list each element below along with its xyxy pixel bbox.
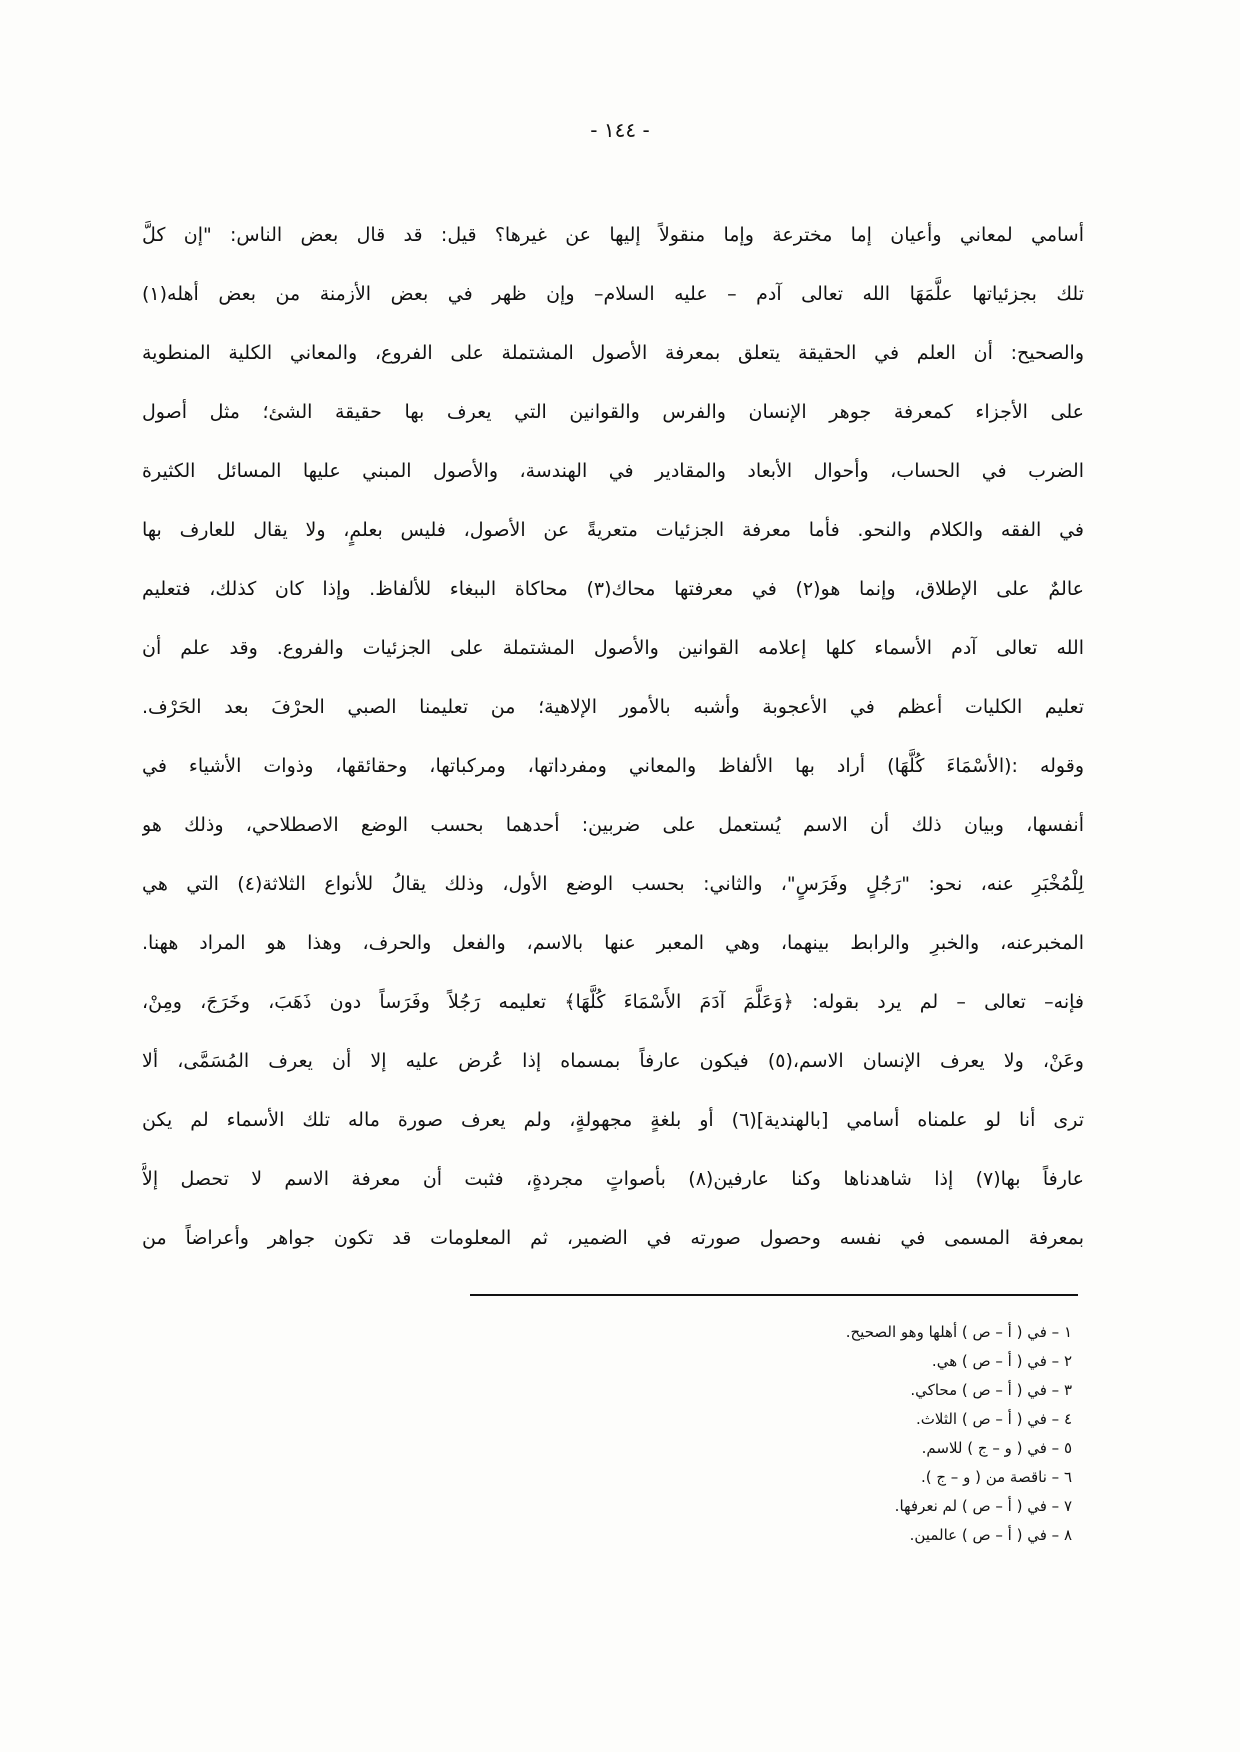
- body-line: لِلْمُخْبَرِ عنه، نحو: "رَجُلٍ وفَرَسٍ"، والثاني: بحسب الوضع الأول، وذلك يقالُ للأنواع الثلاثة(٤) التي هي: [142, 873, 1084, 895]
- footnotes: [472, 1318, 1072, 1550]
- body-line: أسامي لمعاني وأعيان إما مخترعة وإما منقولاً إليها عن غيرها؟ قيل: قد قال بعض الناس: "إن كلَّ: [142, 224, 1084, 246]
- body-line: على الأجزاء كمعرفة جوهر الإنسان والفرس والقوانين التي يعرف بها حقيقة الشئ؛ مثل أصول: [142, 401, 1084, 423]
- footnote: ٥ – في ( و – ج ) للاسم.: [921, 1439, 1072, 1457]
- body-line: الله تعالى آدم الأسماء كلها إعلامه القوانين والأصول المشتملة على الجزئيات والفروع. وقد علم أن: [142, 637, 1084, 659]
- body-line: تلك بجزئياتها علَّمَهَا الله تعالى آدم – عليه السلام– وإن ظهر في بعض الأزمنة من بعض أهله(١): [142, 283, 1084, 305]
- body-line: المخبرعنه، والخبرِ والرابط بينهما، وهي المعبر عنها بالاسم، والفعل والحرف، وهذا هو المراد ههنا.: [142, 932, 1084, 954]
- body-line: تعليم الكليات أعظم في الأعجوبة وأشبه بالأمور الإلاهية؛ من تعليمنا الصبي الحرْفَ بعد الحَرْف.: [142, 696, 1084, 718]
- body-line: بمعرفة المسمى في نفسه وحصول صورته في الضمير، ثم المعلومات قد تكون جواهر وأعراضاً من: [142, 1227, 1084, 1249]
- body-line: فإنه– تعالى – لم يرد بقوله: ﴿وَعَلَّمَ آدَمَ الأَسْمَاءَ كُلَّهَا﴾ تعليمه رَجُلاً وفَرَساً دون ذَهَبَ، وخَرَجَ، ومِنْ،: [142, 991, 1084, 1013]
- footnote: ٤ – في ( أ – ص ) الثلاث.: [916, 1410, 1072, 1428]
- footnote: ٨ – في ( أ – ص ) عالمين.: [909, 1526, 1072, 1544]
- body-line: الضرب في الحساب، وأحوال الأبعاد والمقادير في الهندسة، والأصول المبني عليها المسائل الكثيرة: [142, 460, 1084, 482]
- page-number: - ١٤٤ -: [590, 118, 650, 142]
- footnote: ٦ – ناقصة من ( و – ج ).: [920, 1468, 1072, 1486]
- body-line: عارفاً بها(٧) إذا شاهدناها وكنا عارفين(٨) بأصواتٍ مجردةٍ، فثبت أن معرفة الاسم لا تحصل إلاَّ: [142, 1168, 1084, 1190]
- footnote-separator: [470, 1294, 1078, 1296]
- body-text: [142, 206, 1084, 1268]
- body-line: والصحيح: أن العلم في الحقيقة يتعلق بمعرفة الأصول المشتملة على الفروع، والمعاني الكلية المنطوية: [142, 342, 1084, 364]
- footnote: ٣ – في ( أ – ص ) محاكي.: [910, 1381, 1072, 1399]
- footnote: ٢ – في ( أ – ص ) هي.: [931, 1352, 1072, 1370]
- body-line: ترى أنا لو علمناه أسامي [بالهندية](٦) أو بلغةٍ مجهولةٍ، ولم يعرف صورة ماله تلك الأسماء لم يكن: [142, 1109, 1084, 1131]
- footnote: ٧ – في ( أ – ص ) لم نعرفها.: [894, 1497, 1072, 1515]
- footnote: ١ – في ( أ – ص ) أهلها وهو الصحيح.: [845, 1323, 1072, 1341]
- body-line: في الفقه والكلام والنحو. فأما معرفة الجزئيات متعريةً عن الأصول، فليس بعلمٍ، ولا يقال للعارف بها: [142, 519, 1084, 541]
- body-line: عالمٌ على الإطلاق، وإنما هو(٢) في معرفتها محاك(٣) محاكاة الببغاء للألفاظ. وإذا كان كذلك، فتعليم: [142, 578, 1084, 600]
- body-line: وعَنْ، ولا يعرف الإنسان الاسم،(٥) فيكون عارفاً بمسماه إذا عُرض عليه إلا أن يعرف المُسَمَّى، ألا: [142, 1050, 1084, 1072]
- body-line: أنفسها، وبيان ذلك أن الاسم يُستعمل على ضربين: أحدهما بحسب الوضع الاصطلاحي، وذلك هو: [142, 814, 1084, 836]
- body-line: وقوله :(الأسْمَاءَ كُلَّهَا) أراد بها الألفاظ والمعاني ومفرداتها، ومركباتها، وحقائقها، وذوات الأشياء في: [142, 755, 1084, 777]
